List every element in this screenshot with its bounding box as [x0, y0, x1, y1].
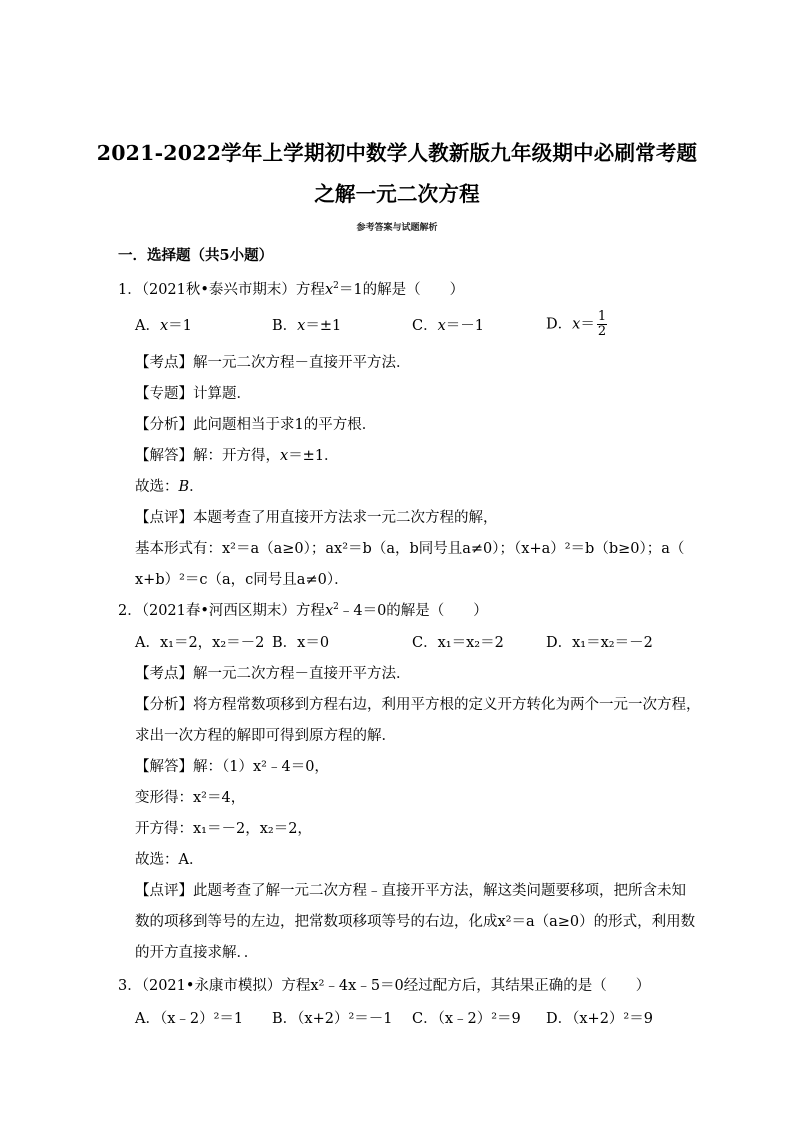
- document-title-line2: 之解一元二次方程: [314, 182, 480, 206]
- q1-fenxi: 【分析】此问题相当于求1的平方根．: [135, 417, 377, 433]
- q2-option-a: A．x₁＝2，x₂＝－2: [135, 635, 265, 651]
- q1-zhuanti: 【专题】计算题．: [135, 386, 251, 402]
- q1-answer: 故选：B．: [135, 479, 204, 495]
- q3-option-a: A．（x﹣2）²＝1: [135, 1011, 244, 1027]
- q2-jieda-line1: 【解答】解：（1）x²﹣4＝0，: [135, 759, 329, 775]
- q3-stem: 3．（2021•永康市模拟）方程x²﹣4x﹣5＝0经过配方后，其结果正确的是（ ）: [118, 978, 651, 994]
- document-subtitle: 参考答案与试题解析: [356, 223, 438, 233]
- q3-option-d: D．（x+2）²＝9: [546, 1011, 653, 1027]
- q2-dianping-line2: 数的项移到等号的左边，把常数项移项等号的右边，化成x²＝a（a≥0）的形式，利用数: [135, 914, 696, 930]
- q2-jieda-line3: 开方得：x₁＝－2，x₂＝2，: [135, 821, 312, 837]
- q1-option-c: C．x＝－1: [412, 318, 485, 334]
- q2-fenxi-line1: 【分析】将方程常数项移到方程右边，利用平方根的定义开方转化为两个一元一次方程，: [135, 697, 701, 713]
- q2-kaodian: 【考点】解一元二次方程－直接开平方法．: [135, 666, 411, 682]
- q2-answer: 故选：A．: [135, 852, 204, 868]
- q1-dianping: 【点评】本题考查了用直接开方法求一元二次方程的解，: [135, 510, 498, 526]
- q1-basic-forms-line1: 基本形式有：x²＝a（a≥0）；ax²＝b（a，b同号且a≠0）；（x+a）²＝b（b≥0）；a（: [135, 541, 685, 557]
- q3-option-b: B．（x+2）²＝－1: [272, 1011, 393, 1027]
- q1-option-a: A．x＝1: [135, 318, 192, 334]
- section-heading: 一．选择题（共5小题）: [118, 247, 274, 264]
- q1-option-d: D．x＝ $\frac{1}{2}$: [546, 309, 607, 339]
- q2-stem: 2．（2021春•河西区期末）方程$x^2﹣4=0$的解是（ ）: [118, 602, 488, 619]
- document-title-line1: 2021-2022学年上学期初中数学人教新版九年级期中必刷常考题: [96, 141, 698, 165]
- q2-option-b: B．x＝0: [272, 635, 330, 651]
- q1-option-b: B．x＝±1: [272, 318, 342, 334]
- q3-option-c: C．（x﹣2）²＝9: [412, 1011, 521, 1027]
- q1-stem: 1．（2021秋•泰兴市期末）方程$x^2=1$的解是（ ）: [118, 281, 465, 298]
- q1-basic-forms-line2: x+b）²＝c（a，c同号且a≠0）．: [135, 572, 349, 588]
- q2-jieda-line2: 变形得：x²＝4，: [135, 790, 246, 806]
- q2-fenxi-line2: 求出一次方程的解即可得到原方程的解．: [135, 728, 396, 744]
- fraction-one-half: $\frac{1}{2}$: [597, 309, 607, 339]
- q2-option-d: D．x₁＝x₂＝－2: [546, 635, 653, 651]
- q2-dianping-line3: 的开方直接求解．．: [135, 945, 259, 961]
- q2-option-c: C．x₁＝x₂＝2: [412, 635, 504, 651]
- q1-stem-suffix: ＝1的解是（ ）: [338, 282, 465, 298]
- q1-kaodian: 【考点】解一元二次方程－直接开平方法．: [135, 355, 411, 371]
- q1-jieda: 【解答】解：开方得，x＝±1．: [135, 448, 339, 464]
- q2-dianping-line1: 【点评】此题考查了解一元二次方程﹣直接开平方法，解这类问题要移项，把所含未知: [135, 883, 686, 899]
- q1-stem-prefix: 1．（2021秋•泰兴市期末）方程: [118, 282, 325, 298]
